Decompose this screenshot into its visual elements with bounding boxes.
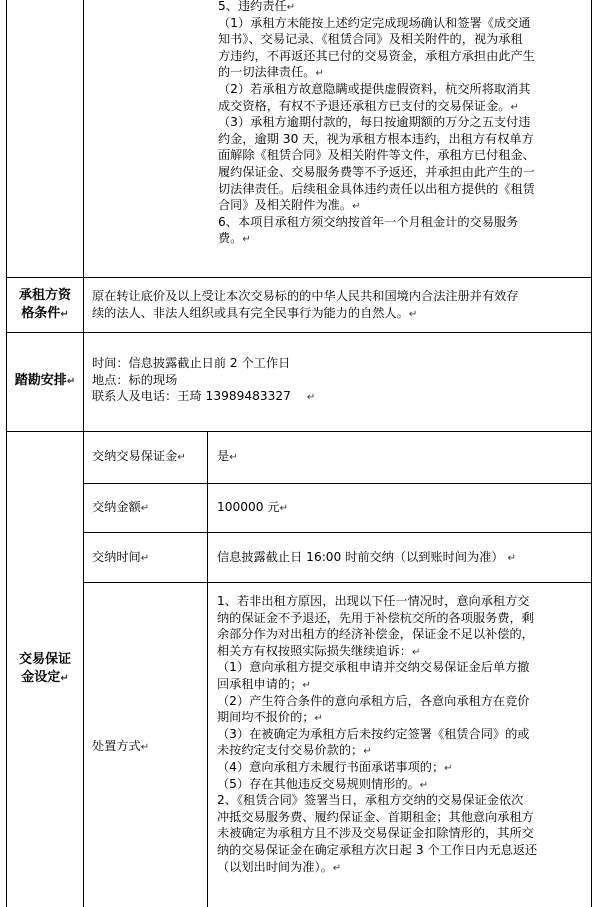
deposit-required-label-text: 交纳交易保证金 (92, 449, 178, 463)
breach-item-2-line: （2）若承租方故意隐瞒或提供虚假资料，杭交所将取消其 (218, 81, 531, 96)
paragraph-mark: ↵ (279, 503, 288, 514)
deposit-method-line: （5）存在其他违反交易规则情形的。 (217, 776, 420, 791)
paragraph-mark: ↵ (408, 308, 418, 320)
deposit-required-value-text: 是 (217, 449, 230, 463)
breach-item-3-line: 面解除《租赁合同》及相关附件等文件，承租方已付租金、 (218, 148, 535, 163)
paragraph-mark: ↵ (242, 234, 251, 246)
breach-item-3-line: 履约保证金、交易服务费等不予返还，并承担由此产生的一 (218, 164, 535, 179)
paragraph-mark: ↵ (177, 452, 186, 463)
deposit-method-line: 回承租申请的； (217, 676, 303, 691)
deposit-required-label (92, 448, 186, 467)
breach-item-1-line: 的一切法律责任。 (218, 65, 316, 80)
breach-item-2-line: 成交资格，有权不予退还承租方已支付的交易保证金。 (218, 98, 511, 113)
deposit-method-line: 未被确定为承租方且不涉及交易保证金扣除情形的，其所交 (217, 826, 534, 841)
table-border-left (6, 0, 7, 907)
site-visit-label-text: 踏勘安排 (14, 373, 67, 388)
site-visit-time: 时间：信息披露截止日前 2 个工作日 (92, 356, 291, 370)
deposit-time-label-text: 交纳时间 (92, 550, 141, 564)
paragraph-mark: ↵ (66, 376, 76, 387)
paragraph-mark: ↵ (286, 2, 296, 13)
paragraph-mark: ↵ (363, 746, 372, 758)
subtable-column-divider (207, 431, 208, 907)
paragraph-mark: ↵ (140, 503, 150, 514)
breach-item-3-line: 合同》及相关附件为准。 (218, 198, 353, 213)
breach-item-1-line: （1）承租方未能按上述约定完成现场确认和签署《成交通 (218, 15, 531, 30)
deposit-label (8, 651, 82, 687)
paragraph-mark: ↵ (419, 779, 429, 791)
breach-item-1-line: 方违约，不再返还其已付的交易资金，承租方承担由此产生 (218, 48, 535, 63)
breach-item-1-line: 知书》、交易记录、《租赁合同》及相关附件的，视为承租 (218, 32, 523, 47)
deposit-time-value-text: 信息披露截止日 16:00 时前交纳（以到账时间为准） (217, 550, 504, 564)
deposit-method-line: 相关方有权按照实际损失继续追诉： (217, 643, 412, 658)
label-column-divider (83, 0, 84, 907)
row-divider (6, 431, 592, 432)
breach-item-3-line: （3）承租方逾期付款的，每日按逾期额的万分之五支付违 (218, 115, 531, 130)
deposit-label-line: 金设定 (21, 670, 61, 685)
deposit-required-value (217, 448, 238, 467)
breach-item-3-line: 约金，逾期 30 天，视为承租方根本违约，出租方有权单方 (218, 131, 534, 146)
qualification-label-line: 承租方资 (18, 288, 71, 303)
paragraph-mark: ↵ (60, 673, 69, 684)
paragraph-mark: ↵ (352, 201, 361, 213)
qualification-label-line: 格条件 (21, 306, 61, 321)
paragraph-mark: ↵ (60, 309, 69, 320)
deposit-method-label-text: 处置方式 (92, 739, 141, 753)
site-visit-place: 地点：标的现场 (92, 372, 178, 387)
deposit-time-value (217, 549, 516, 568)
paragraph-mark: ↵ (444, 762, 453, 774)
deposit-method-line: （3）在被确定为承租方后未按约定签署《租赁合同》的或 (217, 726, 530, 741)
deposit-method-line: （2）产生符合条件的意向承租方后，各意向承租方在竞价 (217, 693, 530, 708)
subrow-divider (83, 532, 592, 533)
deposit-amount-label-text: 交纳金额 (92, 500, 141, 514)
deposit-method-line: 未按约定支付交易价款的； (217, 743, 364, 758)
service-fee-line: 6、本项目承租方须交纳按首年一个月租金计的交易服务 (218, 214, 519, 229)
service-fee-line: 费。 (218, 231, 243, 246)
paragraph-mark: ↵ (510, 101, 519, 113)
subrow-divider (83, 483, 592, 484)
deposit-time-label (92, 549, 149, 568)
deposit-method-line: 2、《租赁合同》签署当日，承租方交纳的交易保证金依次 (217, 793, 524, 808)
table-border-right (591, 0, 592, 907)
paragraph-mark: ↵ (302, 679, 311, 691)
site-visit-details (92, 355, 589, 405)
site-visit-label (8, 372, 82, 390)
paragraph-mark: ↵ (229, 452, 238, 463)
deposit-amount-label (92, 499, 149, 518)
paragraph-mark: ↵ (332, 862, 342, 874)
paragraph-mark: ↵ (140, 742, 150, 753)
paragraph-mark: ↵ (412, 646, 421, 658)
qualification-text-line: 续的法人、非法人组织或具有完全民事行为能力的自然人。 (92, 305, 409, 320)
deposit-method-line: 纳的保证金不予退还，先用于补偿杭交所的各项服务费，剩 (217, 610, 534, 625)
deposit-method-line: 期间均不报价的； (217, 710, 315, 725)
paragraph-mark: ↵ (314, 713, 323, 725)
deposit-method-text (217, 593, 589, 875)
deposit-method-line: 冲抵交易服务费、履约保证金、首期租金；其他意向承租方 (217, 809, 534, 824)
breach-item-3-line: 切法律责任。后续租金具体违约责任以出租方提供的《租赁 (218, 181, 535, 196)
breach-heading: 5、违约责任 (218, 0, 287, 13)
site-visit-contact: 联系人及电话：王琦 13989483327 (92, 389, 291, 404)
deposit-amount-value (217, 499, 288, 518)
deposit-method-line: （4）意向承租方未履行书面承诺事项的； (217, 759, 445, 774)
qualification-text-line: 原在转让底价及以上受让本次交易标的的中华人民共和国境内合法注册并有效存 (92, 289, 519, 303)
deposit-method-line: 纳的交易保证金在确定承租方次日起 3 个工作日内无息返还 (217, 842, 538, 857)
paragraph-mark: ↵ (315, 68, 324, 80)
deposit-method-line: 余部分作为对出租方的经济补偿金，保证金不足以补偿的， (217, 627, 534, 642)
qualification-label (8, 287, 82, 323)
breach-rules-cell (218, 0, 588, 247)
subrow-divider (83, 582, 592, 583)
deposit-method-line: （以划出时间为准）。 (217, 859, 333, 874)
paragraph-mark: ↵ (140, 553, 150, 564)
deposit-method-line: （1）意向承租方提交承租申请并交纳交易保证金后单方撤 (217, 660, 530, 675)
paragraph-mark: ↵ (507, 553, 517, 564)
deposit-method-line: 1、若非出租方原因，出现以下任一情况时，意向承租方交 (217, 594, 530, 608)
deposit-method-label (92, 738, 149, 757)
row-divider (6, 332, 592, 333)
deposit-amount-value-text: 100000 元 (217, 500, 280, 514)
paragraph-mark: ↵ (306, 392, 316, 404)
row-divider (6, 277, 592, 278)
qualification-text (92, 288, 589, 321)
deposit-label-line: 交易保证 (18, 652, 71, 667)
